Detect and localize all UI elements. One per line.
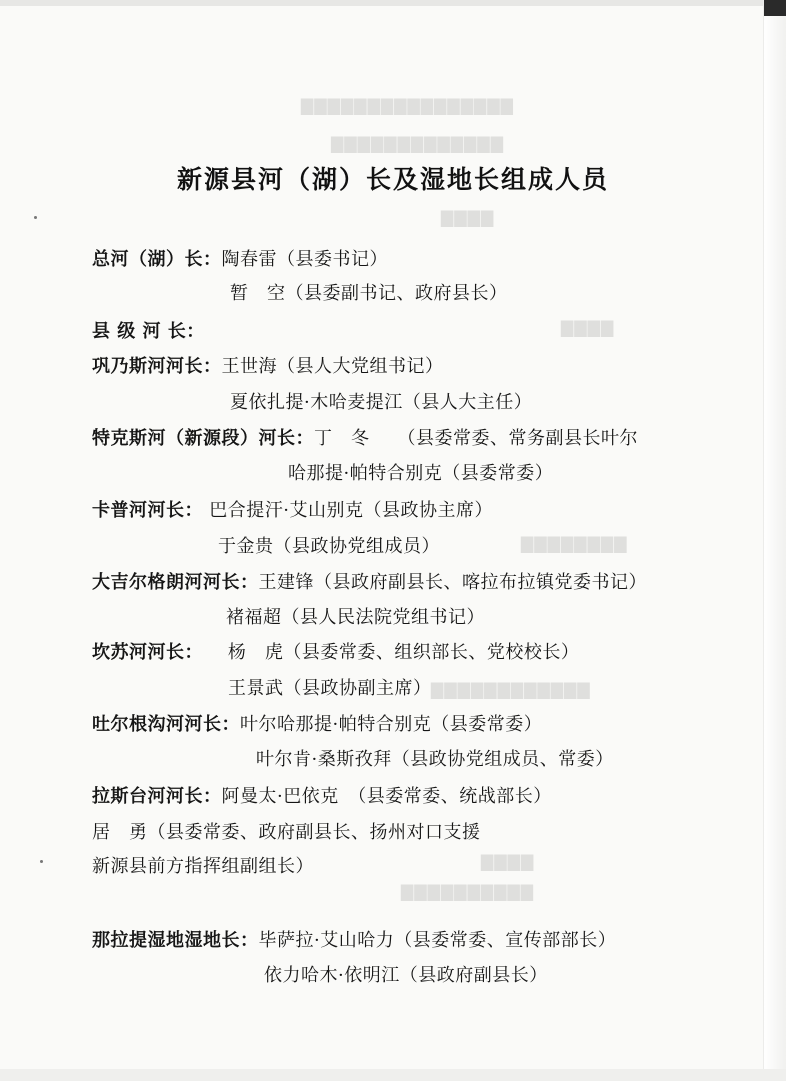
entry-tuergengou-river xyxy=(92,710,542,736)
bleed-through-text: ▇▇▇▇▇▇▇▇▇▇▇▇▇ xyxy=(330,134,503,153)
scan-corner-mark xyxy=(764,0,786,16)
entry-kapu-river-line-2 xyxy=(218,532,440,558)
entry-label: 那拉提湿地湿地长： xyxy=(92,930,259,951)
bleed-through-text: ▇▇▇▇▇▇▇▇▇▇ xyxy=(400,882,534,901)
entry-person: 暂 空（县委副书记、政府县长） xyxy=(230,283,508,304)
bleed-through-text: ▇▇▇▇▇▇▇▇▇▇▇▇ xyxy=(430,680,590,699)
entry-person: 新源县前方指挥组副组长） xyxy=(92,856,314,877)
entry-tuergengou-river-line-2 xyxy=(256,745,614,771)
entry-nalati-wetland-line-2 xyxy=(264,961,548,987)
entry-person: 陶春雷（县委书记） xyxy=(221,249,388,270)
entry-person: 阿曼太·巴依克 （县委常委、统战部长） xyxy=(221,786,552,807)
entry-label: 坎苏河河长： xyxy=(92,642,203,663)
entry-tekesi-river-line-2 xyxy=(288,459,553,485)
document-title: 新源县河（湖）长及湿地长组成人员 xyxy=(176,165,609,194)
entry-tekesi-river xyxy=(92,424,638,450)
entry-nalati-wetland xyxy=(92,926,616,952)
entry-label: 拉斯台河河长： xyxy=(92,786,222,807)
entry-person: 王建锋（县政府副县长、喀拉布拉镇党委书记） xyxy=(258,572,647,593)
entry-dajiergelang-river xyxy=(92,568,647,594)
scan-speck xyxy=(40,860,43,863)
entry-label: 特克斯河（新源段）河长： xyxy=(92,428,314,449)
entry-person: 杨 虎（县委常委、组织部长、党校校长） xyxy=(227,642,580,663)
bleed-through-text: ▇▇▇▇ xyxy=(560,318,614,337)
entry-person: 叶尔肯·桑斯孜拜（县政协党组成员、常委） xyxy=(256,749,614,770)
entry-dajiergelang-river-line-2 xyxy=(226,603,485,629)
bleed-through-text: ▇▇▇▇ xyxy=(480,852,534,871)
entry-lasitai-river-line-2 xyxy=(92,818,481,844)
entry-person: 哈那提·帕特合别克（县委常委） xyxy=(288,463,554,484)
entry-lasitai-river xyxy=(92,782,552,808)
entry-label: 大吉尔格朗河河长： xyxy=(92,572,259,593)
entry-person: 居 勇（县委常委、政府副县长、扬州对口支援 xyxy=(92,822,481,843)
entry-label: 总河（湖）长： xyxy=(92,249,222,270)
bleed-through-text: ▇▇▇▇▇▇▇▇▇▇▇▇▇▇▇▇ xyxy=(300,96,513,115)
entry-person: 王景武（县政协副主席） xyxy=(228,678,432,699)
entry-person: 巴合提汗·艾山别克（县政协主席） xyxy=(209,500,493,521)
entry-person: 依力哈木·依明江（县政府副县长） xyxy=(264,965,548,986)
entry-kapu-river xyxy=(92,496,493,522)
scan-speck xyxy=(34,216,37,219)
entry-person: 褚福超（县人民法院党组书记） xyxy=(226,607,485,628)
bleed-through-text: ▇▇▇▇▇▇▇▇ xyxy=(520,534,627,553)
section-heading-county-river-chiefs xyxy=(92,317,205,343)
bleed-through-text: ▇▇▇▇ xyxy=(440,208,494,227)
entry-label: 吐尔根沟河河长： xyxy=(92,714,240,735)
entry-person: 王世海（县人大党组书记） xyxy=(221,356,444,377)
entry-person: 于金贵（县政协党组成员） xyxy=(218,536,440,557)
scan-edge-bottom xyxy=(0,1069,786,1081)
entry-chief xyxy=(92,245,388,271)
entry-label: 县 级 河 长： xyxy=(92,321,205,342)
entry-person: 丁 冬 （县委常委、常务副县长叶尔 xyxy=(314,428,638,449)
entry-kansu-river xyxy=(92,638,579,664)
entry-person: 毕萨拉·艾山哈力（县委常委、宣传部部长） xyxy=(258,930,617,951)
entry-person: 夏依扎提·木哈麦提江（县人大主任） xyxy=(230,392,533,413)
entry-chief-line-2 xyxy=(230,279,508,305)
entry-label: 巩乃斯河河长： xyxy=(92,356,222,377)
entry-kansu-river-line-2 xyxy=(228,674,432,700)
entry-gongnaisi-river xyxy=(92,352,444,378)
entry-label: 卡普河河长： xyxy=(92,500,203,521)
entry-person: 叶尔哈那提·帕特合别克（县委常委） xyxy=(240,714,543,735)
entry-lasitai-river-line-3 xyxy=(92,852,314,878)
scan-edge-top xyxy=(0,0,786,6)
entry-gongnaisi-river-line-2 xyxy=(230,388,532,414)
